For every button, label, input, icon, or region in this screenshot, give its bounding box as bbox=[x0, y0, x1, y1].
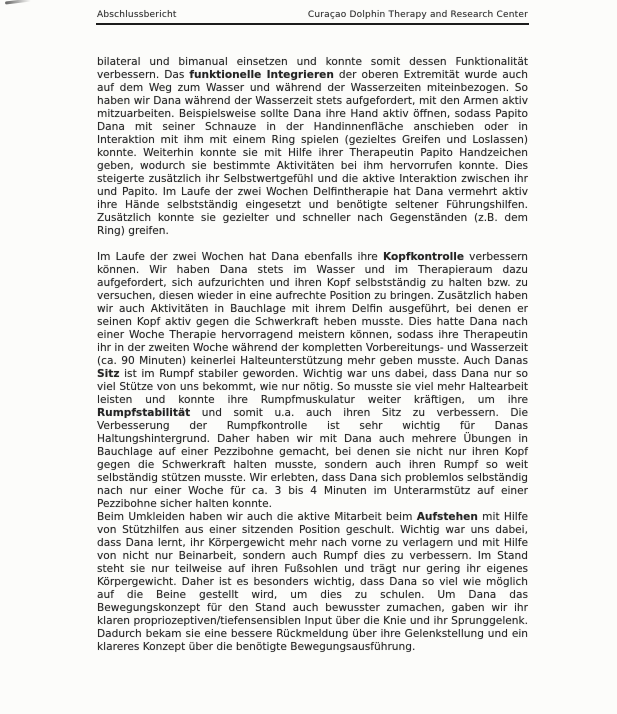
body-paragraph-1 bbox=[97, 56, 528, 238]
header-left-title: Abschlussbericht bbox=[97, 10, 177, 20]
page-header bbox=[97, 10, 528, 20]
text-run: der oberen Extremität wurde auch auf dem Weg zum Wasser und während der Wasserzeiten miteinbezogen. So haben wir Dana während der Wasserzeit stets aufgefordert, mit den Armen aktiv mitzuarbeiten. Beispielsweise sollte Dana ihre Hand aktiv öffnen, sodass Papito Dana mit seiner Schnauze in der Handinnenfläche anschieben oder in Interaktion mit ihm mit einem Ring spielen (gezieltes Greifen und Loslassen) konnte. Weiterhin konnte sie mit Hilfe ihrer Therapeutin Papito Handzeichen geben, wodurch sie bestimmte Aktivitäten bei ihm hervorrufen konnte. Dies steigerte zusätzlich ihr Selbstwertgefühl und die aktive Interaktion zwischen ihr und Papito. Im Laufe der zwei Wochen Delfintherapie hat Dana vermehrt aktiv ihre Hände selbstständig eingesetzt und benötigte seltener Führungshilfen. Zusätzlich konnte sie gezielter und schneller nach Gegenständen (z.B. dem Ring) greifen. bbox=[97, 69, 528, 237]
text-run: und somit u.a. auch ihren Sitz zu verbessern. Die Verbesserung der Rumpfkontrolle ist sehr wichtig für Danas Haltungshintergrund. Daher haben wir mit Dana auch mehrere Übungen in Bauchlage auf einer Pezzibohne gemacht, bei denen sie nicht nur ihren Kopf gegen die Schwerkraft halten musste, sondern auch ihren Rumpf so weit selbständig stützen musste. Wir erlebten, dass Dana sich problemlos selbständig nach nur einer Woche für ca. 3 bis 4 Minuten im Unterarmstütz auf einer Pezzibohne sicher halten konnte. bbox=[97, 407, 528, 510]
bold-keyword-kopfkontrolle: Kopfkontrolle bbox=[382, 251, 465, 263]
text-run: ist im Rumpf stabiler geworden. Wichtig war uns dabei, dass Dana nur so viel Stütze von uns bekommt, wie nur nötig. So musste sie viel mehr Haltearbeit leisten und konnte ihre Rumpfmuskulatur weiter kräftigen, um ihre bbox=[97, 368, 528, 406]
document-body bbox=[97, 56, 528, 654]
header-rule bbox=[96, 23, 529, 25]
body-paragraph-3 bbox=[97, 511, 528, 654]
header-right-title: Curaçao Dolphin Therapy and Research Center bbox=[307, 10, 528, 20]
text-run: Im Laufe der zwei Wochen hat Dana ebenfalls ihre bbox=[97, 251, 383, 263]
bold-keyword-sitz: Sitz bbox=[97, 368, 120, 380]
bold-keyword-rumpfstabilitaet: Rumpfstabilität bbox=[97, 407, 191, 419]
scan-artifact-mark bbox=[5, 0, 31, 5]
bold-keyword-funktionelle-integrieren: funktionelle Integrieren bbox=[189, 69, 334, 81]
bold-keyword-aufstehen: Aufstehen bbox=[416, 511, 478, 523]
text-run: Beim Umkleiden haben wir auch die aktive Mitarbeit beim bbox=[97, 511, 417, 523]
body-paragraph-2 bbox=[97, 251, 528, 511]
text-run: bilateral und bimanual einsetzen und konnte somit dessen Funktionalität verbessern. Das bbox=[97, 56, 528, 81]
text-run: mit Hilfe von Stützhilfen aus einer sitzenden Position geschult. Wichtig war uns dabei, dass Dana lernt, ihr Körpergewicht mehr nach vorne zu verlagern und mit Hilfe von nicht nur Beinarbeit, sondern auch Rumpf dies zu verbessern. Im Stand steht sie nur teilweise auf ihren Fußsohlen und trägt nur gering ihr eigenes Körpergewicht. Daher ist es besonders wichtig, dass Dana so viel wie möglich auf die Beine gestellt wird, um dies zu schulen. Um Dana das Bewegungskonzept für den Stand auch bewusster zumachen, gaben wir ihr klaren propriozeptiven/tiefensensiblen Input über die Knie und ihr Sprunggelenk. Dadurch bekam sie eine bessere Rückmeldung über ihre Gelenkstellung und ein klareres Konzept über die benötigte Bewegungsausführung. bbox=[97, 511, 528, 653]
text-run: verbessern können. Wir haben Dana stets im Wasser und im Therapieraum dazu aufgefordert, sich aufzurichten und ihren Kopf selbstständig zu halten bzw. zu versuchen, diesen wieder in eine aufrechte Position zu bringen. Zusätzlich haben wir auch Aktivitäten in Bauchlage mit ihrem Delfin ausgeführt, bei denen er seinen Kopf aktiv gegen die Schwerkraft heben musste. Dies hatte Dana nach einer Woche Therapie hervorragend meistern können, sodass ihre Therapeutin ihr in der zweiten Woche während der kompletten Vorbereitungs- und Wasserzeit (ca. 90 Minuten) keinerlei Halteunterstützung mehr geben musste. Auch Danas bbox=[97, 251, 528, 367]
